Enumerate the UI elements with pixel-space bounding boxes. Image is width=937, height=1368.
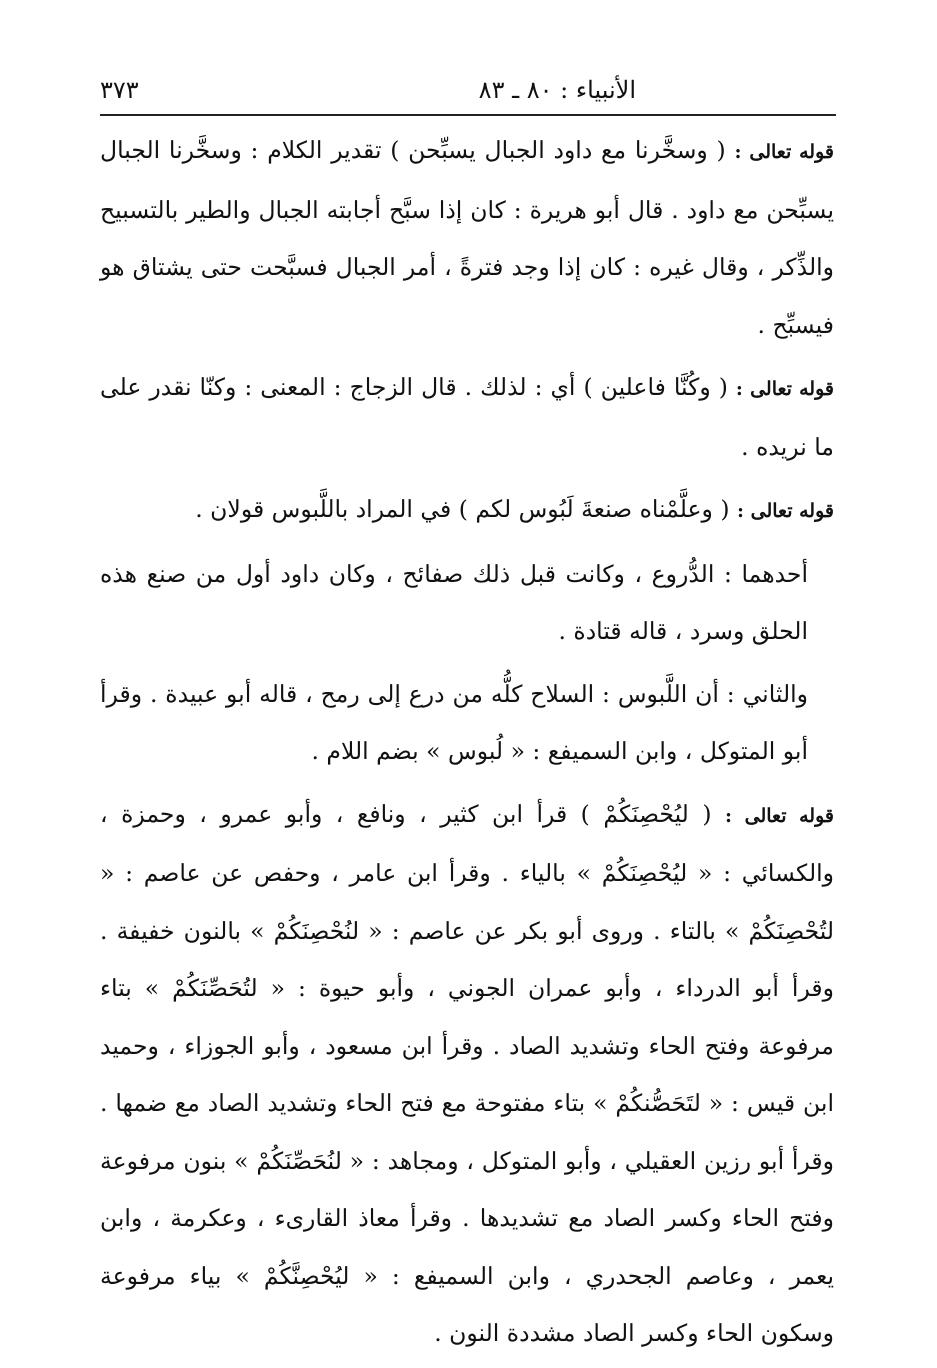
paragraph-text: ( وسخَّرنا مع داود الجبال يسبِّحن ) تقدير الكلام : وسخَّرنا الجبال يسبِّحن مع داود . قال أبو هريرة : كان إذا سبَّح أجابته الجبال والطير بالتسبيح والذِّكر ، وقال غيره : كان إذا وجد فترةً ، أمر الجبال فسبَّحت حتى يشتاق هو فيسبِّح . (100, 136, 834, 339)
page-body (100, 122, 834, 1368)
paragraph-6 (100, 786, 834, 1363)
page-header (100, 72, 836, 112)
paragraph-3 (100, 481, 834, 541)
paragraph-text: أحدهما : الدُّروع ، وكانت قبل ذلك صفائح ، وكان داود أول من صنع هذه الحلق وسرد ، قاله قتادة . (100, 559, 808, 645)
verse-label: قوله تعالى : (737, 500, 834, 522)
header-rule (100, 114, 836, 116)
paragraph-text: ( وكُنَّا فاعلين ) أي : لذلك . قال الزجاج : المعنى : وكنّا نقدر على ما نريده . (100, 373, 834, 461)
paragraph-1 (100, 122, 834, 354)
page-number: ٣٧٣ (100, 76, 139, 104)
paragraph-text: ( وعلَّمْناه صنعةَ لَبُوس لكم ) في المراد باللَّبوس قولان . (195, 495, 737, 523)
verse-label: قوله تعالى : (735, 378, 834, 400)
paragraph-5 (100, 666, 834, 781)
verse-label: قوله تعالى : (724, 804, 834, 827)
verse-label: قوله تعالى : (734, 141, 834, 163)
paragraph-text: ( ليُحْصِنَكُمْ ) قرأ ابن كثير ، ونافع ، وأبو عمرو ، وحمزة ، والكسائي : « ليُحْصِنَكُمْ » بالياء . وقرأ ابن عامر ، وحفص عن عاصم : « لتُحْصِنَكُمْ » بالتاء . وروى أبو بكر عن عاصم : « لنُحْصِنَكُمْ » بالنون خفيفة . وقرأ أبو الدرداء ، وأبو عمران الجوني ، وأبو حيوة : « لتُحَصِّنَكُمْ » بتاء مرفوعة وفتح الحاء وتشديد الصاد . وقرأ ابن مسعود ، وأبو الجوزاء ، وحميد ابن قيس : « لتَحَصُّنكُمْ » بتاء مفتوحة مع فتح الحاء وتشديد الصاد مع ضمها . وقرأ أبو رزين العقيلي ، وأبو المتوكل ، ومجاهد : « لنُحَصِّنَكُمْ » بنون مرفوعة وفتح الحاء وكسر الصاد مع تشديدها . وقرأ معاذ القارىء ، وعكرمة ، وابن يعمر ، وعاصم الجحدري ، وابن السميفع : « ليُحْصِنَّكُمْ » بياء مرفوعة وسكون الحاء وكسر الصاد مشددة النون . (100, 799, 834, 1347)
paragraph-4 (100, 546, 834, 661)
paragraph-2 (100, 359, 834, 476)
paragraph-text: والثاني : أن اللَّبوس : السلاح كلُّه من درع إلى رمح ، قاله أبو عبيدة . وقرأ أبو المتوكل ، وابن السميفع : « لُبوس » بضم اللام . (100, 679, 808, 765)
running-head: الأنبياء : ٨٠ ـ ٨٣ (478, 76, 636, 104)
